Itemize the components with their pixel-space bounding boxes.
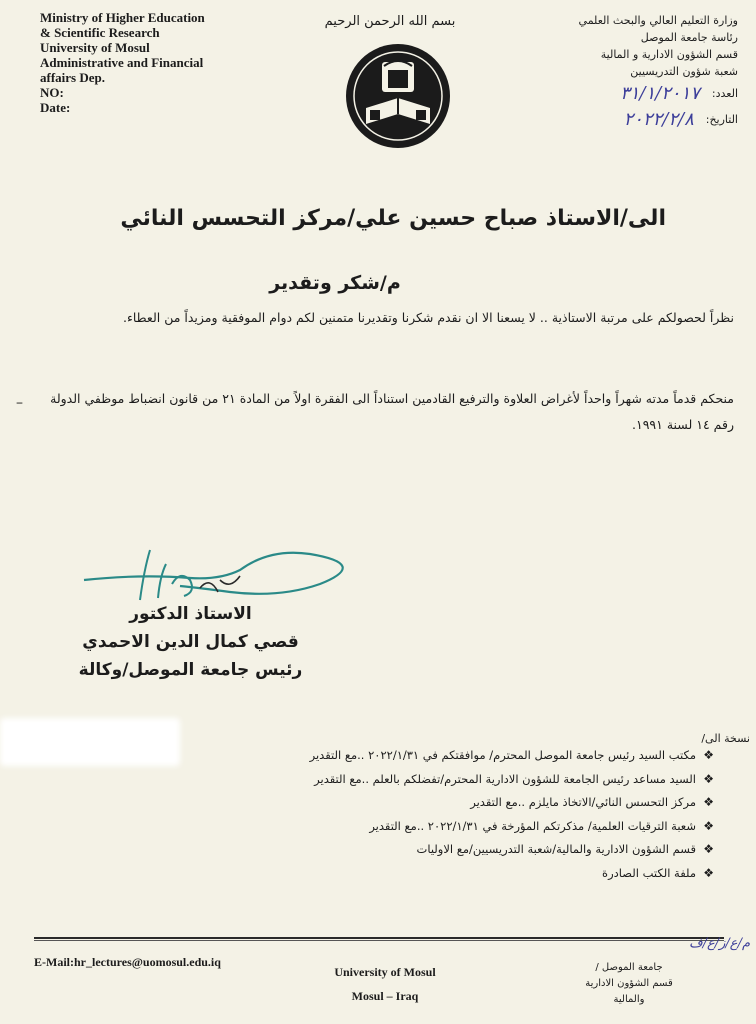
copy-recipient: مركز التحسس النائي/الاتخاذ مايلزم ..مع التقدير (470, 795, 696, 809)
header-arabic (488, 12, 738, 132)
date-row (488, 106, 738, 132)
footer-ar-line3: والمالية (613, 994, 645, 1005)
department-en-1: Administrative and Financial (40, 55, 204, 70)
footer-divider-thin (34, 940, 724, 941)
list-item (234, 744, 714, 768)
number-label-en: NO: (40, 85, 64, 100)
number-label-ar: العدد: (711, 86, 738, 100)
copies-label: نسخة الى/ (701, 732, 750, 745)
date-label-ar: التاريخ: (705, 112, 738, 126)
footer-email: E-Mail:hr_lectures@uomosul.edu.iq (34, 955, 221, 969)
university-logo-icon (340, 36, 456, 152)
letter-subject: م/شكر وتقدير (269, 272, 401, 294)
ministry-ar: وزارة التعليم العالي والبحث العلمي (578, 14, 738, 27)
footer-univ-name: University of Mosul (334, 965, 436, 979)
copy-recipient: ملفة الكتب الصادرة (602, 865, 696, 880)
section-ar: شعبة شؤون التدريسيين (630, 65, 738, 78)
basmala: بسم الله الرحمن الرحيم (324, 14, 456, 29)
footer-university (295, 960, 475, 1008)
body-paragraph-1: نظراً لحصولكم على مرتبة الاستاذية .. لا يسعنا الا ان نقدم شكرنا وتقديرنا متمنين لكم دوام الموفقية ومزيداً من العطاء. (123, 310, 734, 325)
department-en-2: affairs Dep. (40, 70, 105, 85)
footer-divider (34, 937, 724, 939)
list-item (234, 791, 714, 815)
presidency-ar: رئاسة جامعة الموصل (640, 31, 738, 44)
footer-ar-line1: جامعة الموصل / (595, 962, 663, 973)
department-ar: قسم الشؤون الادارية و المالية (600, 48, 738, 61)
body-paragraph-2: منحكم قدماً مدته شهراً واحداً لأغراض العلاوة والترفيع القادمين استناداً الى الفقرة اولاً من المادة ٢١ من قانون انضباط موظفي الدولة رقم ١٤ لسنة ١٩٩١. (50, 391, 734, 432)
copy-recipient: السيد مساعد رئيس الجامعة للشؤون الادارية المحترم/تفضلكم بالعلم ..مع التقدير (314, 771, 696, 786)
signature-block (58, 600, 323, 684)
date-label-en: Date: (40, 100, 71, 115)
handwritten-initials: م/ع/ز/ع/ف (689, 936, 750, 951)
footer-univ-city: Mosul – Iraq (351, 989, 419, 1003)
signatory-position: رئيس جامعة الموصل/وكالة (78, 660, 303, 680)
university-en: University of Mosul (40, 40, 150, 55)
footer-arabic (564, 960, 694, 1008)
diamond-bullet-icon: ❖ (703, 865, 714, 880)
list-item (234, 862, 714, 886)
copy-recipient: قسم الشؤون الادارية والمالية/شعبة التدريسيين/مع الاوليات (416, 842, 696, 856)
redaction-patch (0, 718, 180, 766)
dash-marker: – (16, 395, 23, 411)
diamond-bullet-icon: ❖ (703, 842, 714, 856)
number-row (488, 80, 738, 106)
diamond-bullet-icon: ❖ (703, 818, 714, 833)
copies-list (234, 744, 714, 885)
diamond-bullet-icon: ❖ (703, 795, 714, 809)
list-item (234, 768, 714, 792)
diamond-bullet-icon: ❖ (703, 748, 714, 762)
date-value: ٢٠٢٢/٢/٨ (623, 108, 694, 130)
signatory-name: قصي كمال الدين الاحمدي (82, 632, 299, 652)
footer-ar-line2: قسم الشؤون الادارية (585, 978, 673, 989)
header-english (40, 10, 270, 115)
copy-recipient: شعبة الترقيات العلمية/ مذكرتكم المؤرخة في ٢٠٢٢/١/٣١ ..مع التقدير (369, 818, 696, 833)
list-item (234, 815, 714, 839)
number-value: ٣١/١/٢٠١٧ (620, 82, 700, 104)
diamond-bullet-icon: ❖ (703, 771, 714, 786)
signatory-title: الاستاذ الدكتور (129, 604, 252, 624)
list-item (234, 838, 714, 862)
ministry-en: Ministry of Higher Education (40, 10, 205, 25)
letter-recipient: الى/الاستاذ صباح حسين علي/مركز التحسس النائي (120, 206, 666, 231)
research-en: & Scientific Research (40, 25, 160, 40)
copy-recipient: مكتب السيد رئيس جامعة الموصل المحترم/ موافقتكم في ٢٠٢٢/١/٣١ ..مع التقدير (309, 748, 696, 762)
